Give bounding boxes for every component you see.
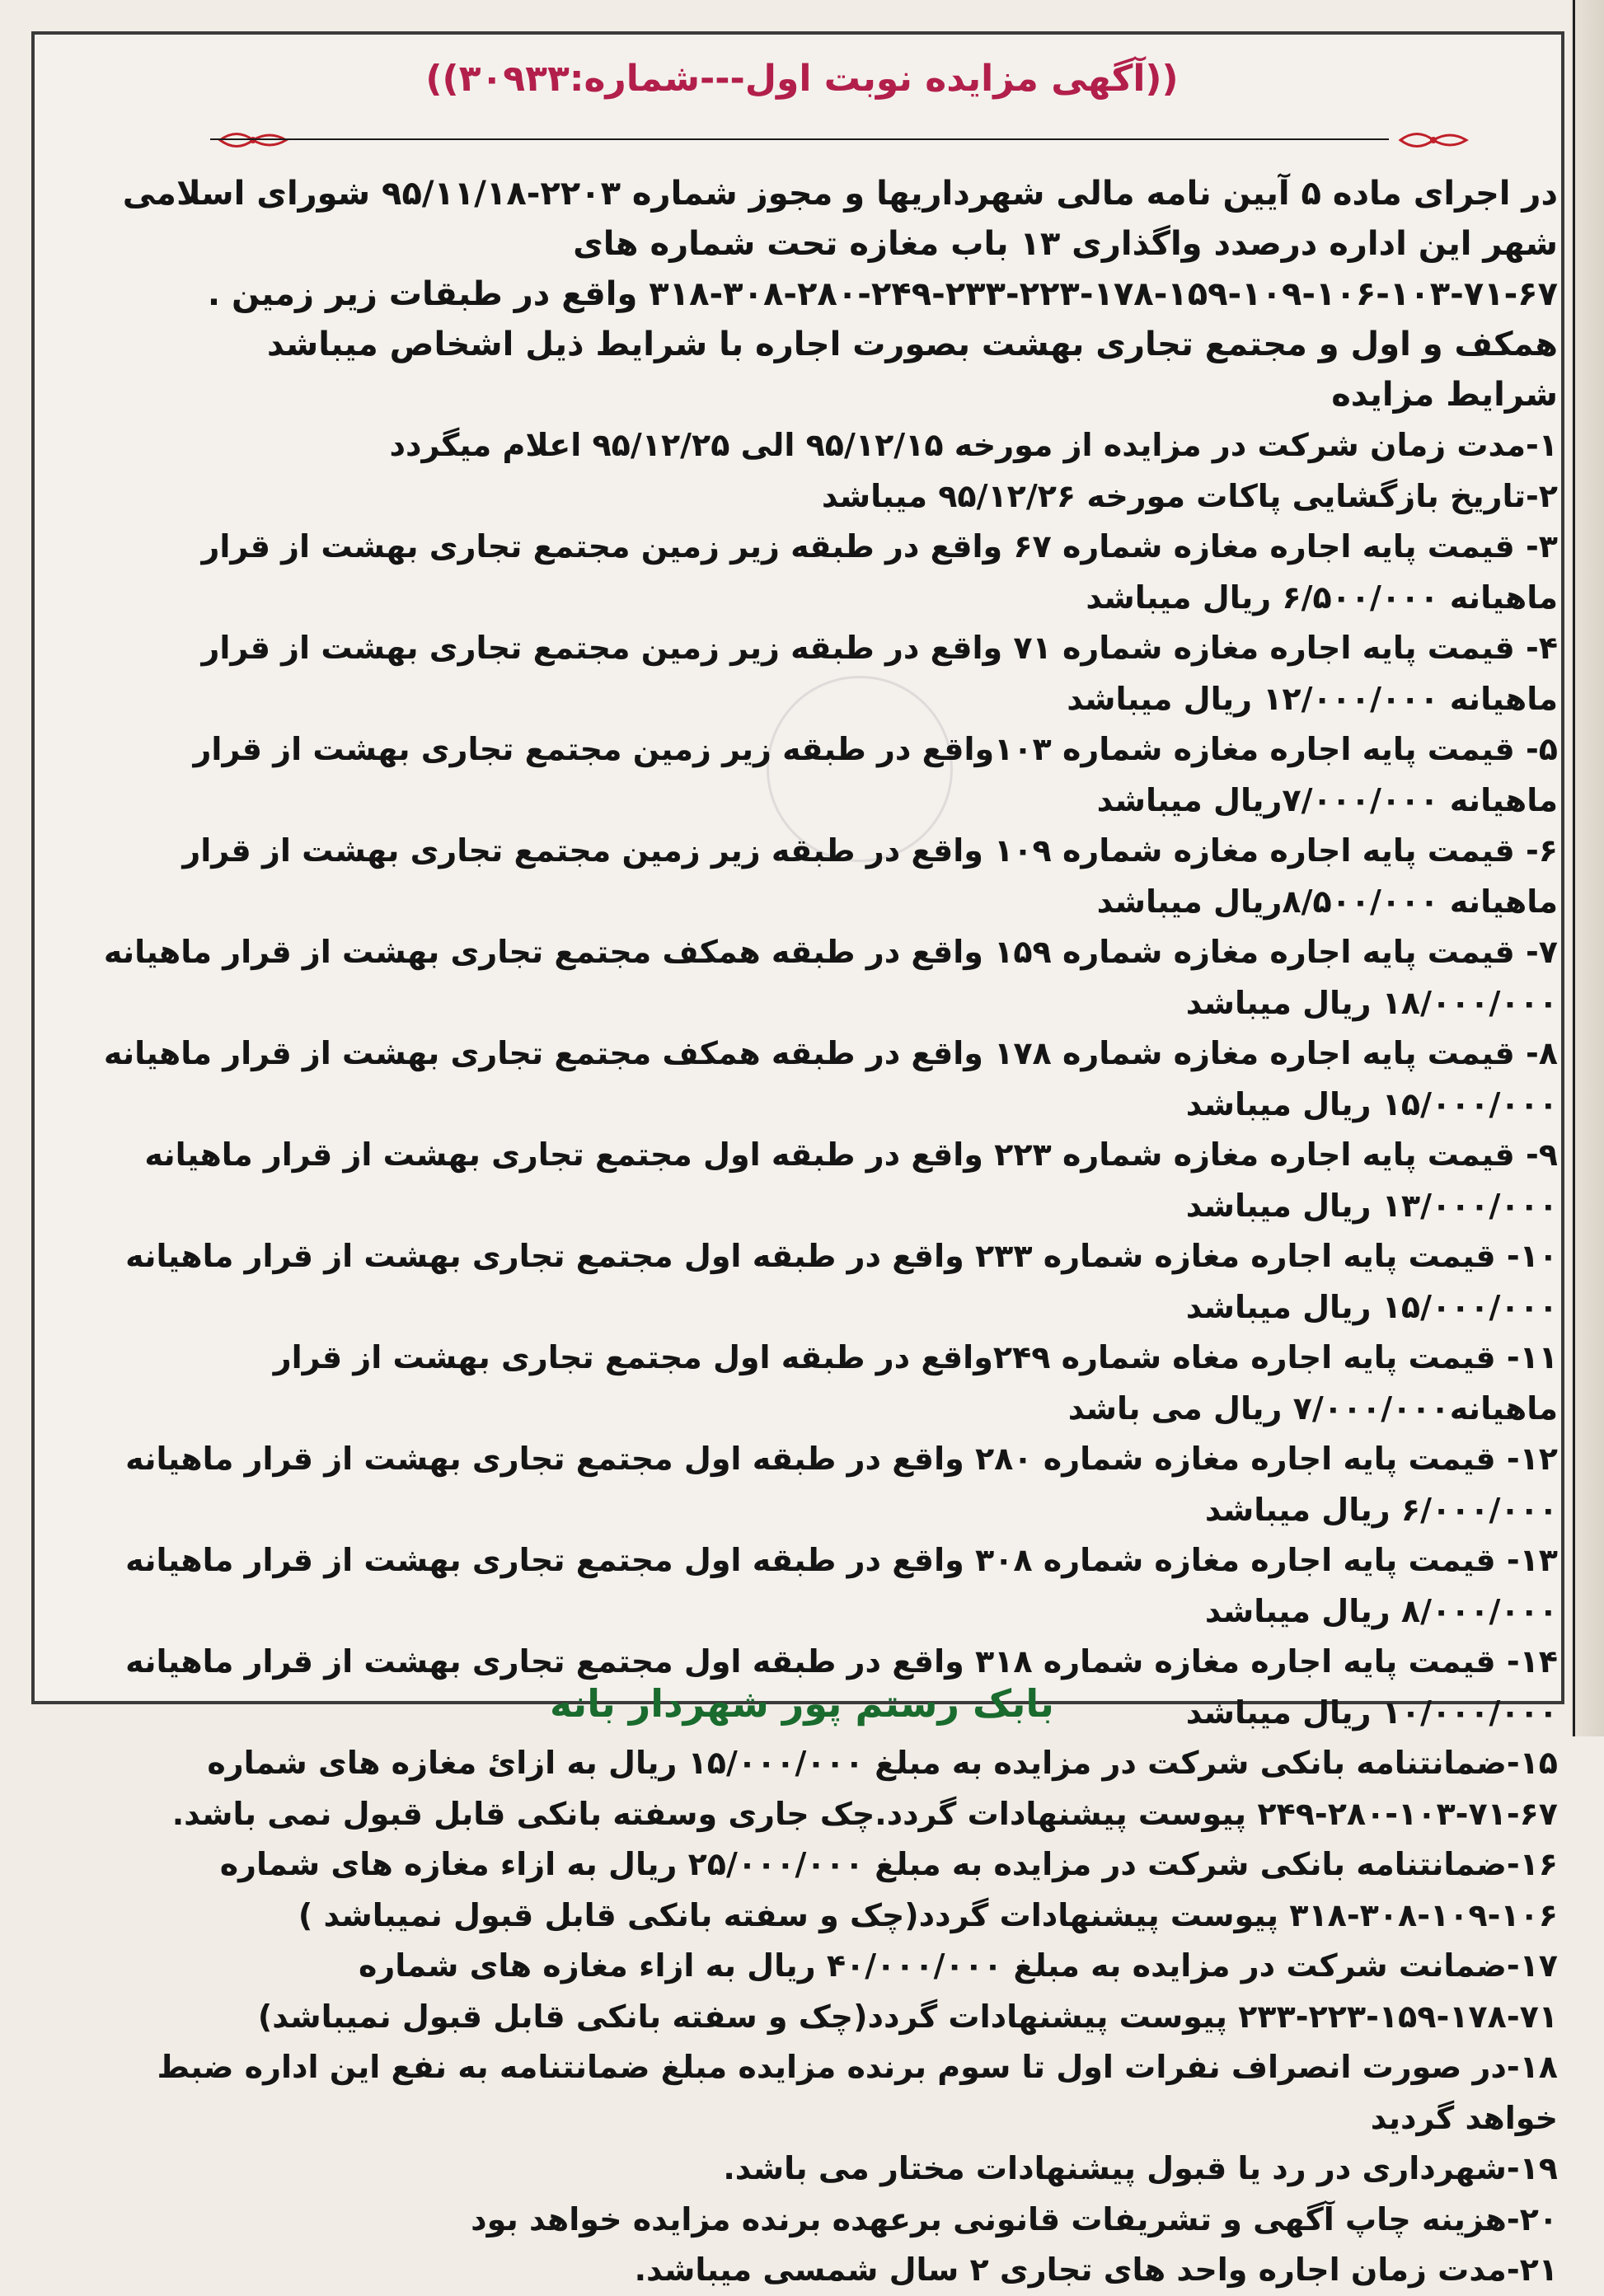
title-divider (210, 138, 1389, 140)
conditions-heading: شرایط مزایده (1331, 376, 1558, 414)
column-rule (1573, 0, 1575, 1736)
condition-item: ۲۱-مدت زمان اجاره واحد های تجاری ۲ سال شمسی میباشد. (634, 2251, 1558, 2288)
condition-item: ۲-تاریخ بازگشایی پاکات مورخه ۹۵/۱۲/۲۶ میباشد (821, 477, 1558, 514)
condition-item: ۷- قیمت پایه اجاره مغازه شماره ۱۵۹ واقع در طبقه همکف مجتمع تجاری بهشت از قرار ماهیانه ۱۸/۰۰۰/۰۰۰ ریال میباشد (103, 934, 1558, 1021)
condition-item: ۱۴- قیمت پایه اجاره مغازه شماره ۳۱۸ واقع در طبقه اول مجتمع تجاری بهشت از قرار ماهیانه ۱۰/۰۰۰/۰۰۰ ریال میباشد (125, 1643, 1558, 1731)
condition-item: ۴- قیمت پایه اجاره مغازه شماره ۷۱ واقع در طبقه زیر زمین مجتمع تجاری بهشت از قرار ماهیانه ۱۲/۰۰۰/۰۰۰ ریال میباشد (201, 630, 1558, 717)
left-ornament-icon (216, 124, 290, 157)
page-fold (1571, 0, 1604, 1736)
condition-item: ۵- قیمت پایه اجاره مغازه شماره ۱۰۳واقع در طبقه زیر زمین مجتمع تجاری بهشت از قرار ماهیانه ۷/۰۰۰/۰۰۰ریال میباشد (193, 731, 1558, 818)
condition-item: ۸- قیمت پایه اجاره مغازه شماره ۱۷۸ واقع در طبقه همکف مجتمع تجاری بهشت از قرار ماهیانه ۱۵/۰۰۰/۰۰۰ ریال میباشد (103, 1035, 1558, 1122)
condition-item: ۱-مدت زمان شرکت در مزایده از مورخه ۹۵/۱۲/۱۵ الی ۹۵/۱۲/۲۵ اعلام میگردد (389, 427, 1558, 463)
condition-item: ۱۶-ضمانتنامه بانکی شرکت در مزایده به مبلغ ۲۵/۰۰۰/۰۰۰ ریال به ازاء مغازه های شماره ۱۰۶-۱۰۹-۳۰۸-۳۱۸ پیوست پیشنهادات گردد(چک و سفته بانکی قابل قبول نمیباشد ) (219, 1846, 1558, 1933)
condition-item: ۱۰- قیمت پایه اجاره مغازه شماره ۲۳۳ واقع در طبقه اول مجتمع تجاری بهشت از قرار ماهیانه ۱۵/۰۰۰/۰۰۰ ریال میباشد (125, 1238, 1558, 1325)
condition-item: ۱۷-ضمانت شرکت در مزایده به مبلغ ۴۰/۰۰۰/۰۰۰ ریال به ازاء مغازه های شماره ۷۱-۱۷۸-۱۵۹-۲۲۳-۲۳۳ پیوست پیشنهادات گردد(چک و سفته بانکی قابل قبول نمیباشد) (257, 1947, 1558, 2035)
condition-item: ۶- قیمت پایه اجاره مغازه شماره ۱۰۹ واقع در طبقه زیر زمین مجتمع تجاری بهشت از قرار ماهیانه ۸/۵۰۰/۰۰۰ریال میباشد (182, 832, 1558, 920)
condition-item: ۱۸-در صورت انصراف نفرات اول تا سوم برنده مزایده مبلغ ضمانتنامه به نفع این اداره ضبط خواهد گردید (157, 2049, 1558, 2136)
notice-title: ((آگهی مزایده نوبت اول---شماره:۳۰۹۳۳)) (425, 58, 1179, 100)
condition-item: ۹- قیمت پایه اجاره مغازه شماره ۲۲۳ واقع در طبقه اول مجتمع تجاری بهشت از قرار ماهیانه ۱۳/۰۰۰/۰۰۰ ریال میباشد (144, 1136, 1558, 1224)
condition-item: ۱۳- قیمت پایه اجاره مغازه شماره ۳۰۸ واقع در طبقه اول مجتمع تجاری بهشت از قرار ماهیانه ۸/۰۰۰/۰۰۰ ریال میباشد (125, 1542, 1558, 1629)
condition-item: ۱۲- قیمت پایه اجاره مغازه شماره ۲۸۰ واقع در طبقه اول مجتمع تجاری بهشت از قرار ماهیانه ۶/۰۰۰/۰۰۰ ریال میباشد (125, 1441, 1558, 1528)
right-ornament-icon (1396, 124, 1470, 157)
signature-line: بابک رستم پور شهردار بانه (550, 1681, 1054, 1726)
condition-item: ۱۹-شهرداری در رد یا قبول پیشنهادات مختار می باشد. (723, 2150, 1558, 2186)
condition-item: ۱۵-ضمانتنامه بانکی شرکت در مزایده به مبلغ ۱۵/۰۰۰/۰۰۰ ریال به ازائ مغازه های شماره ۶۷-۷۱-۱۰۳-۲۸۰-۲۴۹ پیوست پیشنهادات گردد.چک جاری وسفته بانکی قابل قبول نمی باشد. (171, 1745, 1558, 1832)
notice-body (99, 169, 1558, 2296)
condition-item: ۱۱- قیمت پایه اجاره مغاه شماره ۲۴۹واقع در طبقه اول مجتمع تجاری بهشت از قرار ماهیانه۷/۰۰۰/۰۰۰ ریال می باشد (273, 1339, 1558, 1427)
intro-paragraph: در اجرای ماده ۵ آیین نامه مالی شهرداریها و مجوز شماره ۲۲۰۳-۹۵/۱۱/۱۸ شورای اسلامی شهر این اداره درصدد واگذاری ۱۳ باب مغازه تحت شماره های ۶۷-۷۱-۱۰۳-۱۰۶-۱۰۹-۱۵۹-۱۷۸-۲۲۳-۲۳۳-۲۴۹-۲۸۰-۳۰۸-۳۱۸ واقع در طبقات زیر زمین . همکف و اول و مجتمع تجاری بهشت بصورت اجاره با شرایط ذیل اشخاص میباشد (122, 175, 1558, 363)
condition-item: ۲۰-هزینه چاپ آگهی و تشریفات قانونی برعهده برنده مزایده خواهد بود (471, 2200, 1558, 2237)
condition-item: ۳- قیمت پایه اجاره مغازه شماره ۶۷ واقع در طبقه زیر زمین مجتمع تجاری بهشت از قرار ماهیانه ۶/۵۰۰/۰۰۰ ریال میباشد (201, 528, 1558, 616)
